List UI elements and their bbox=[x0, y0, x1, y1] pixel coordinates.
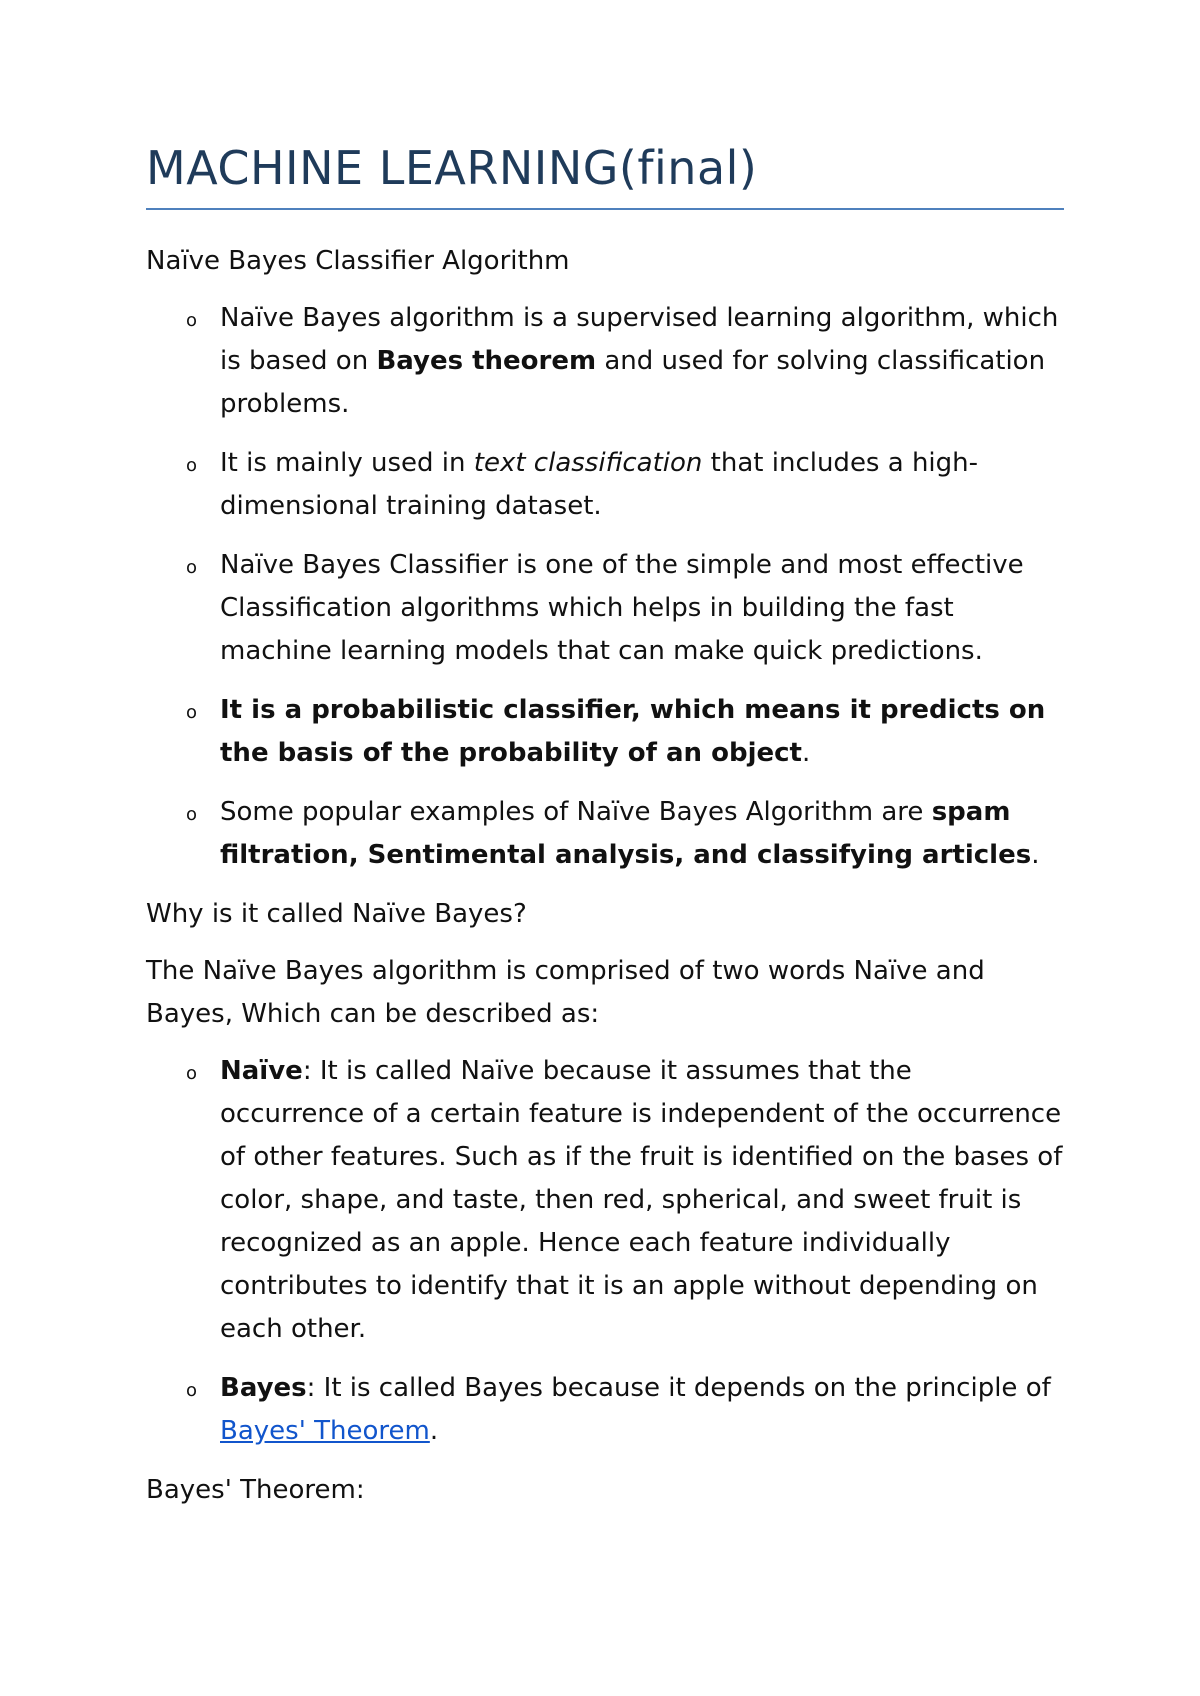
bullet-marker: o bbox=[186, 701, 198, 723]
list-item-text: : It is called Bayes because it depends on the principle of bbox=[306, 1372, 1051, 1403]
bayes-theorem-link[interactable]: Bayes' Theorem bbox=[220, 1415, 430, 1446]
list-item bbox=[146, 1050, 1064, 1351]
list-item bbox=[146, 442, 1064, 528]
list-item-text: . bbox=[1031, 839, 1040, 870]
list-item bbox=[146, 689, 1064, 775]
bullet-list-features bbox=[146, 297, 1064, 877]
list-item-text: and used for solving classification problems. bbox=[220, 345, 1046, 419]
bullet-list-naming bbox=[146, 1050, 1064, 1453]
bold-text: Bayes theorem bbox=[376, 345, 597, 376]
list-item-text: . bbox=[429, 1415, 439, 1446]
list-item-text: that includes a high-dimensional training dataset. bbox=[220, 447, 979, 521]
list-item bbox=[146, 791, 1064, 877]
bold-text: It bbox=[220, 694, 252, 725]
list-item-text: : It is called Naïve because it assumes that the occurrence of a certain feature is independent of the occurrence of other features. Such as if the fruit is identified on the bases of color, shape, and taste, then red, spherical, and sweet fruit is recognized as an apple. Hence each feature individually contributes to identify that it is an apple without depending on each other. bbox=[220, 1055, 1063, 1344]
bullet-marker: o bbox=[186, 454, 198, 476]
list-item bbox=[146, 297, 1064, 426]
bullet-marker: o bbox=[186, 1062, 198, 1084]
list-item-text: It is mainly used in bbox=[220, 447, 474, 478]
bullet-marker: o bbox=[186, 803, 198, 825]
bullet-marker: o bbox=[186, 1379, 198, 1401]
document-page bbox=[146, 140, 1064, 1512]
italic-text: text classification bbox=[473, 447, 703, 478]
list-item-text: . bbox=[801, 737, 811, 768]
why-paragraph: The Naïve Bayes algorithm is comprised of two words Naïve and Bayes, Which can be described as: bbox=[146, 955, 985, 1029]
list-item bbox=[146, 1367, 1064, 1453]
bayes-theorem-heading: Bayes' Theorem: bbox=[146, 1474, 365, 1505]
bold-text: Bayes bbox=[220, 1372, 307, 1403]
why-heading: Why is it called Naïve Bayes? bbox=[146, 898, 527, 929]
bold-text: is a probabilistic classifier, which means it predicts on the basis of the probability of an object bbox=[220, 694, 1046, 768]
section-heading: Naïve Bayes Classifier Algorithm bbox=[146, 245, 570, 276]
document-title: MACHINE LEARNING(final) bbox=[146, 140, 1064, 210]
bold-text: spam filtration, Sentimental analysis, and classifying articles bbox=[220, 796, 1032, 870]
bullet-marker: o bbox=[186, 309, 198, 331]
list-item-text: Naïve Bayes algorithm is a supervised learning algorithm, which is based on bbox=[220, 302, 1059, 376]
bold-text: Naïve bbox=[220, 1055, 303, 1086]
bullet-marker: o bbox=[186, 556, 198, 578]
list-item bbox=[146, 544, 1064, 673]
list-item-text: Some popular examples of Naïve Bayes Algorithm are bbox=[220, 796, 932, 827]
list-item-text: Naïve Bayes Classifier is one of the simple and most effective Classification algorithms which helps in building the fast machine learning models that can make quick predictions. bbox=[220, 549, 1024, 666]
